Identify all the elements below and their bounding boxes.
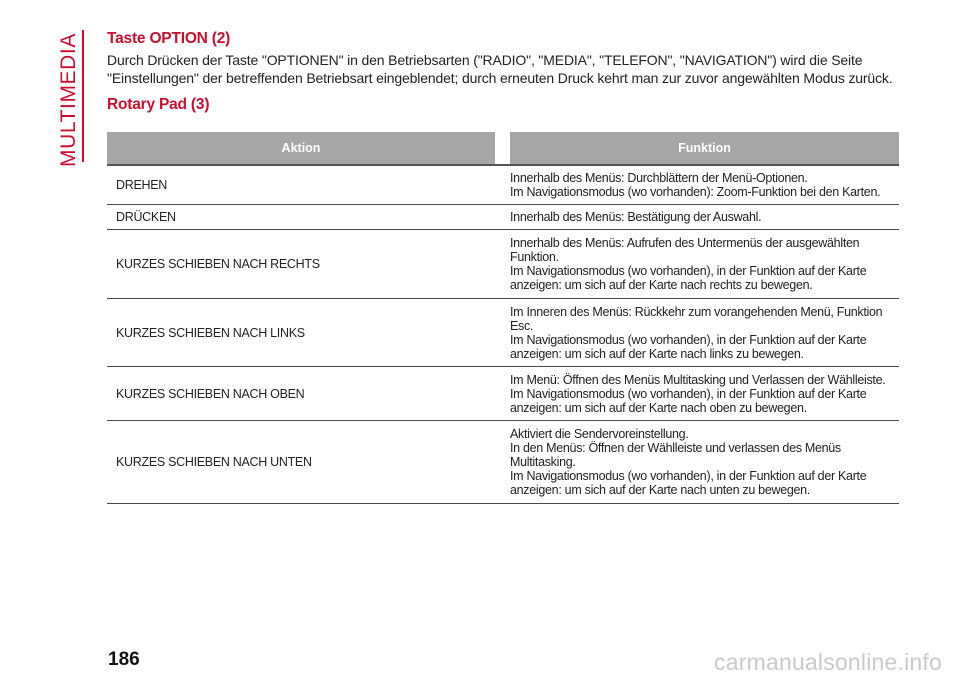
page-content [107, 29, 899, 504]
table-row [107, 166, 899, 205]
function-line: Esc. [510, 318, 534, 333]
function-line: anzeigen: um sich auf der Karte nach links zu bewegen. [510, 346, 804, 361]
header-aktion: Aktion [107, 132, 495, 166]
table-row [107, 299, 899, 367]
row-gap [495, 230, 510, 299]
table-header-row [107, 132, 899, 166]
section-title-rotary-pad: Rotary Pad (3) [107, 96, 210, 113]
row-function [510, 230, 899, 299]
row-action: DREHEN [107, 166, 495, 205]
row-function [510, 299, 899, 367]
function-line: Innerhalb des Menüs: Aufrufen des Untermenüs der ausgewählten [510, 236, 860, 250]
row-gap [495, 166, 510, 205]
row-action: DRÜCKEN [107, 205, 495, 230]
function-line: Im Navigationsmodus (wo vorhanden): Zoom-Funktion bei den Karten. [510, 185, 881, 199]
function-line: Innerhalb des Menüs: Bestätigung der Auswahl. [510, 210, 762, 224]
row-function [510, 367, 899, 421]
section-body-option [107, 51, 899, 87]
function-line: Innerhalb des Menüs: Durchblättern der Menü-Optionen. [510, 171, 808, 185]
function-line: anzeigen: um sich auf der Karte nach unten zu bewegen. [510, 483, 810, 497]
function-line: Im Inneren des Menüs: Rückkehr zum vorangehenden Menü, Funktion [510, 304, 883, 319]
section-title-option: Taste OPTION (2) [107, 30, 231, 47]
body-line: Durch Drücken der Taste "OPTIONEN" in den Betriebsarten ("RADIO", "MEDIA", "TELEFON", "NAVIGATION") wird die Seite [107, 52, 863, 68]
row-action: KURZES SCHIEBEN NACH RECHTS [107, 230, 495, 299]
function-line: Multitasking. [510, 455, 576, 469]
row-gap [495, 367, 510, 421]
page-number: 186 [108, 649, 140, 670]
function-line: Im Navigationsmodus (wo vorhanden), in der Funktion auf der Karte [510, 386, 867, 401]
function-line: Funktion. [510, 250, 559, 264]
side-label-text: MULTIMEDIA [57, 33, 81, 167]
row-gap [495, 421, 510, 504]
table-row [107, 421, 899, 504]
header-funktion: Funktion [510, 132, 899, 166]
function-line: Im Navigationsmodus (wo vorhanden), in der Funktion auf der Karte [510, 469, 867, 483]
row-action: KURZES SCHIEBEN NACH OBEN [107, 367, 495, 421]
function-line: anzeigen: um sich auf der Karte nach oben zu bewegen. [510, 400, 807, 415]
function-line: Im Menü: Öffnen des Menüs Multitasking und Verlassen der Wählleiste. [510, 372, 886, 387]
body-line: "Einstellungen" der betreffenden Betriebsart eingeblendet; durch erneuten Druck kehrt man zur zuvor angewählten Modus zurück. [107, 70, 893, 86]
side-label-divider [82, 30, 84, 162]
table-row [107, 367, 899, 421]
row-action: KURZES SCHIEBEN NACH UNTEN [107, 421, 495, 504]
row-function [510, 205, 899, 230]
header-gap [495, 132, 510, 166]
section-side-label [53, 30, 85, 170]
row-function [510, 166, 899, 205]
function-line: Aktiviert die Sendervoreinstellung. [510, 427, 689, 441]
row-gap [495, 205, 510, 230]
table-row [107, 230, 899, 299]
function-line: Im Navigationsmodus (wo vorhanden), in der Funktion auf der Karte [510, 332, 867, 347]
rotary-pad-table [107, 132, 899, 504]
table-row [107, 205, 899, 230]
function-line: In den Menüs: Öffnen der Wählleiste und verlassen des Menüs [510, 441, 841, 455]
row-function [510, 421, 899, 504]
function-line: anzeigen: um sich auf der Karte nach rechts zu bewegen. [510, 278, 813, 292]
function-line: Im Navigationsmodus (wo vorhanden), in der Funktion auf der Karte [510, 264, 867, 278]
watermark: carmanualsonline.info [714, 649, 942, 675]
row-action: KURZES SCHIEBEN NACH LINKS [107, 299, 495, 367]
row-gap [495, 299, 510, 367]
